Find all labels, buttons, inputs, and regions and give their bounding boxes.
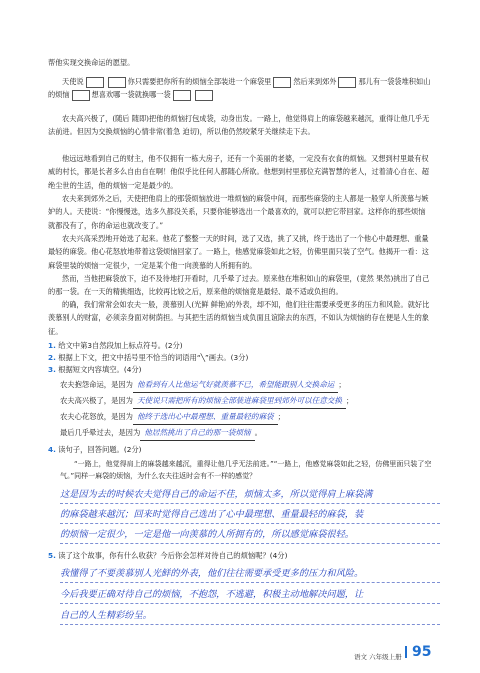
p1-text-b: 你只需要把你所有的烦恼全部装进一个麻袋里 bbox=[127, 77, 272, 86]
footer-divider bbox=[405, 646, 407, 658]
q4-answer-line-1[interactable]: 这是因为去的时候农夫觉得自己的命运不佳，烦恼太多，所以觉得肩上麻袋满 bbox=[60, 486, 440, 504]
punct-blank-2 bbox=[108, 77, 126, 88]
passage-paragraph-1 bbox=[48, 75, 432, 102]
p1-text-e: 想喜欢哪一袋就换哪一袋 bbox=[91, 90, 171, 100]
punct-blank-5 bbox=[72, 90, 90, 101]
question-4 bbox=[48, 444, 142, 456]
question-2 bbox=[48, 352, 248, 364]
q3-row-4-answer[interactable]: 他居然挑出了自己的那一袋烦恼 bbox=[140, 426, 254, 441]
passage-paragraph-2: 农夫高兴极了，(随后 随即)把他的烦恼打包成袋，动身出发。一路上，他觉得肩上的麻袋越来越沉，重得让他几乎无法前进。但因为交换烦恼的心情非常(着急 迫切)，所以他仍然咬紧牙关继续走下去。 bbox=[48, 114, 430, 137]
question-4-text: 读句子，回答问题。(2分) bbox=[58, 445, 142, 454]
passage-paragraph-7: 的确，我们常常会如农夫一般，羡慕别人(光鲜 鲜艳)的外表，却不知，他们往往需要承受更多的压力和风险。就好比羡慕别人的财富，必须亲身面对树荫担。与其把生活的烦恼当成负面且谊除去的东西，不如认为烦恼的存在便是人生的象征。 bbox=[48, 300, 430, 336]
p1-text-d: 那儿有一袋袋堆积如山的烦恼 bbox=[48, 77, 431, 100]
question-4-number: 4. bbox=[48, 445, 56, 454]
question-1-number: 1. bbox=[48, 341, 56, 350]
q3-row-3-prefix: 农夫心花怒放，是因为 bbox=[60, 412, 133, 421]
q5-answer-line-1[interactable]: 我懂得了不要羡慕别人光鲜的外表，他们往往需要承受更多的压力和风险。 bbox=[60, 565, 440, 583]
q3-row-3 bbox=[60, 410, 285, 425]
q3-row-3-answer[interactable]: 他终于选出心中最理想、重量最轻的麻袋 bbox=[133, 410, 278, 425]
p1-text-c: 然后来到郊外 bbox=[293, 77, 337, 86]
q5-answer-line-2[interactable]: 今后我要正确对待自己的烦恼，不抱怨，不逃避，积极主动地解决问题，让 bbox=[60, 586, 440, 604]
q3-row-1 bbox=[60, 378, 346, 393]
question-3-number: 3. bbox=[48, 365, 56, 374]
punct-blank-7 bbox=[195, 90, 213, 101]
footer-book-label: 语文 六年级上册 bbox=[354, 653, 402, 661]
q3-row-2-suffix: ； bbox=[346, 396, 354, 405]
q5-answer-line-3[interactable]: 自己的人生精彩纷呈。 bbox=[60, 607, 440, 625]
question-3-text: 根据短文内容填空。(4分) bbox=[58, 365, 142, 374]
question-5-number: 5. bbox=[48, 551, 56, 560]
question-4-quote: “一路上，他觉得肩上的麻袋越来越沉，重得让他几乎无法前进。”“一路上，他感觉麻袋如此之轻，仿佛里面只装了空气。”同样一麻袋的烦恼，为什么农夫往返时会有不一样的感觉？ bbox=[60, 460, 432, 480]
punct-blank-1 bbox=[86, 77, 104, 88]
q3-row-2 bbox=[60, 394, 353, 409]
question-5 bbox=[48, 550, 287, 562]
passage-paragraph-3: 他远远地看到自己的财主，他不仅拥有一栋大房子，还有一个美丽的老婆，一定没有衣食的烦恼。又想到村里最有权威的村长，都是长者多么自由自在啊！他似乎比任何人都随心所欲。他想到村里那位充满智慧的老人，过着清心自在、超绝尘世的生活，他的烦恼一定是最少的。 bbox=[48, 154, 429, 190]
question-3 bbox=[48, 364, 142, 376]
passage-paragraph-4: 农夫来到郊外之后，天使把他肩上的那袋烦恼放进一堆烦恼的麻袋中间，而那些麻袋的主人都是一般穿人所羡慕与嫉妒的人。天使说：“你慢慢选，选多久都没关系，只要你能够选出一个最喜欢的，就可以把它带回家。这样你的那些烦恼就都没有了，你的命运也就改变了。” bbox=[48, 194, 429, 230]
punct-blank-6 bbox=[173, 90, 191, 101]
q3-row-1-suffix: ； bbox=[338, 380, 346, 389]
p1-text-a: 天使说 bbox=[62, 77, 84, 86]
q3-row-3-suffix: ； bbox=[277, 412, 285, 421]
q3-row-1-answer[interactable]: 他看到有人比他运气好就羡慕不已，希望能跟别人交换命运 bbox=[133, 378, 338, 393]
punct-blank-4 bbox=[338, 77, 356, 88]
question-2-text: 根据上下文，把文中括号里不恰当的词语用“╲”画去。(3分) bbox=[58, 353, 249, 362]
passage-paragraph-5: 农夫兴高采烈地开始选了起来。他花了整整一天的时间，选了又选，挑了又挑，终于选出了一个他心中最理想、重量最轻的麻袋。他心花怒放地带着这袋烦恼回家了。一路上，他感觉麻袋如此之轻，仿佛里面只装了空气。他揭开一看：这麻袋里装的烦恼一定很少，一定是某个他一向羡慕的人所拥有的。 bbox=[48, 234, 429, 270]
passage-paragraph-6: 然而，当他把麻袋放下，迫不及待地打开看时，几乎晕了过去。原来他在堆积如山的麻袋里，(竟然 果然)挑出了自己的那一袋。在一天的精挑细选，比较再比较之后，原来他的烦恼竟是最轻、最不适或负担的。 bbox=[48, 274, 430, 297]
question-1-text: 给文中第3自然段加上标点符号。(2分) bbox=[58, 341, 183, 350]
q3-row-1-prefix: 农夫抱怨命运，是因为 bbox=[60, 380, 133, 389]
q3-row-4-prefix: 最后几乎晕过去，是因为 bbox=[60, 428, 141, 437]
passage-paragraph-0: 帮他实现交换命运的愿望。 bbox=[48, 58, 135, 67]
q4-answer-line-3[interactable]: 的烦恼一定很少，一定是他一向羡慕的人所拥有的，所以感觉麻袋很轻。 bbox=[60, 526, 440, 544]
page-number: 95 bbox=[412, 644, 432, 660]
q3-row-4-suffix: 。 bbox=[254, 428, 262, 437]
q4-answer-line-2[interactable]: 的麻袋越来越沉；回来时觉得自己选出了心中最理想、重量最轻的麻袋，装 bbox=[60, 506, 440, 524]
question-1 bbox=[48, 340, 183, 352]
q3-row-2-prefix: 农夫高兴极了，是因为 bbox=[60, 396, 133, 405]
question-5-text: 读了这个故事，你有什么收获？今后你会怎样对待自己的烦恼呢？(4分) bbox=[58, 551, 288, 560]
q3-row-2-answer[interactable]: 天使说只需把所有的烦恼全部装进麻袋里到郊外可以任意交换 bbox=[133, 394, 346, 409]
question-2-number: 2. bbox=[48, 353, 56, 362]
q3-row-4 bbox=[60, 426, 262, 441]
punct-blank-3 bbox=[273, 77, 291, 88]
